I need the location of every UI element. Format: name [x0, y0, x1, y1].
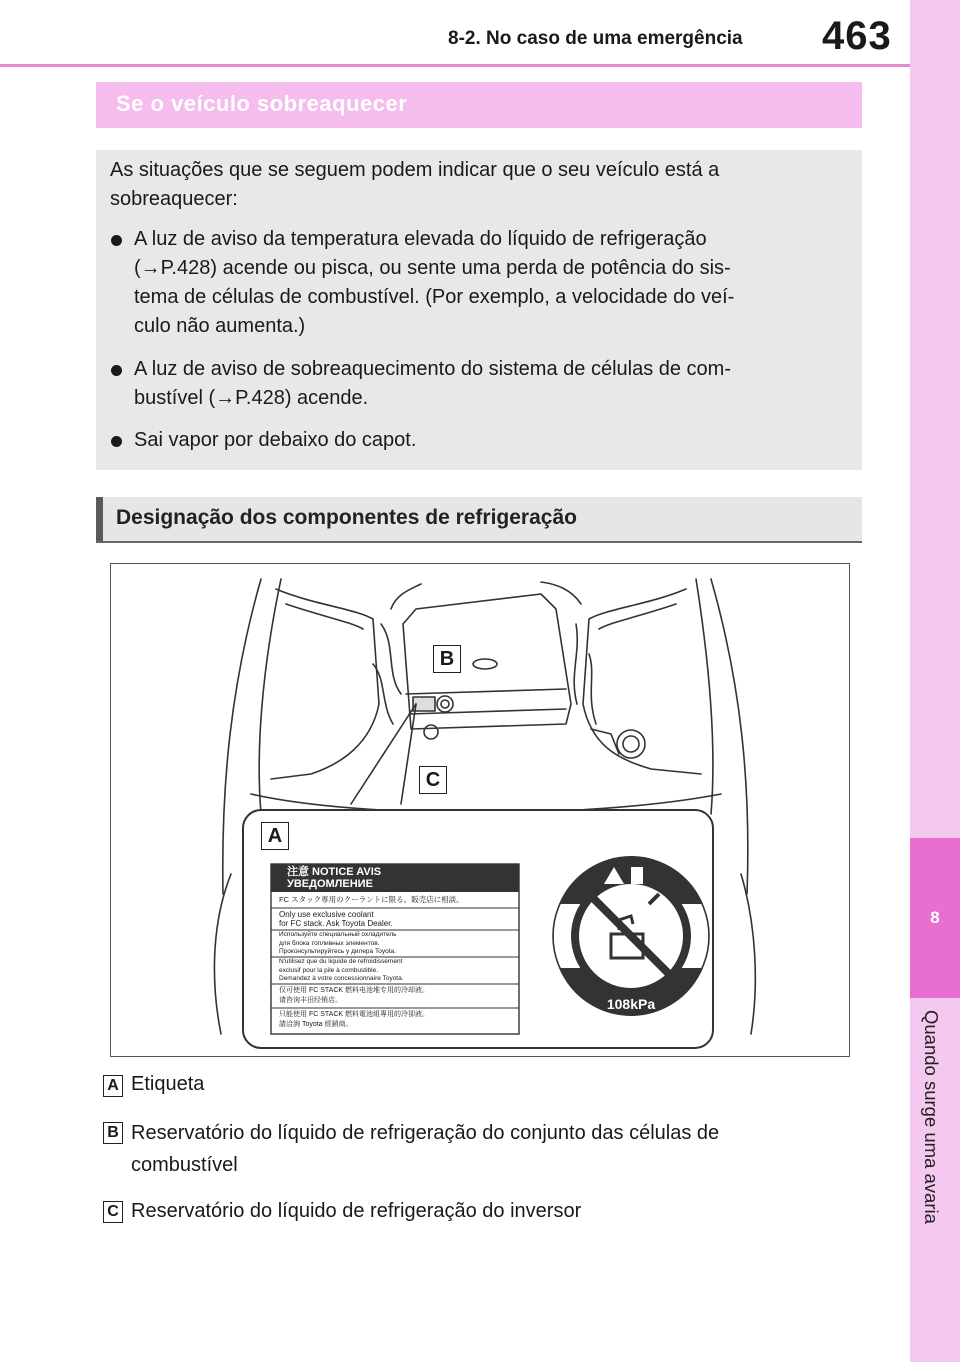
label-cn-traditional-line-2: 請洽詢 Toyota 經銷商。 [279, 1021, 353, 1028]
bullet-2-line-1: A luz de aviso de sobreaquecimento do sistema de células de com- [134, 358, 732, 380]
label-ru-line-2: для блока топливных элементов. [279, 939, 380, 947]
engine-bay-drawing [111, 564, 849, 1056]
bullet-2-line-2: bustível (→P.428) acende. [134, 387, 369, 409]
engine-bay-illustration [110, 563, 850, 1057]
intro-line-2: sobreaquecer: [110, 188, 238, 210]
label-cn-simplified-line-2: 请咨询丰田经销店。 [279, 997, 342, 1004]
label-ru-line-1: Используйте специальный охладитель [279, 931, 397, 938]
label-ru [279, 931, 397, 957]
overheat-info-box [96, 150, 862, 470]
chapter-number: 8 [930, 908, 940, 927]
legend-key-c: C [103, 1201, 123, 1223]
legend-a-text: Etiqueta [131, 1073, 205, 1095]
callout-a: A [261, 822, 289, 850]
legend-c-text: Reservatório do líquido de refrigeração do inversor [131, 1200, 582, 1222]
label-jp: FC スタック専用のクーラントに限る。販売店に相談。 [279, 895, 464, 904]
label-fr-line-3: Demandez à votre concessionnaire Toyota. [279, 975, 404, 982]
label-en-line-2: for FC stack. Ask Toyota Dealer. [279, 919, 393, 928]
intro-line-1: As situações que se seguem podem indicar que o seu veículo está a [110, 159, 720, 181]
label-cn-traditional [279, 1010, 429, 1030]
pressure-rating: 108kPa [606, 996, 656, 1012]
label-cn-traditional-line-1: 只能使用 FC STACK 燃料電池組專用的冷卻液。 [279, 1011, 429, 1018]
heading-components-text: Designação dos componentes de refrigeração [116, 506, 577, 529]
label-en-line-1: Only use exclusive coolant [279, 910, 374, 919]
label-ru-line-3: Проконсультируйтесь у дилера Toyota. [279, 948, 396, 955]
header-divider [0, 64, 910, 67]
bullet-1-line-4: culo não aumenta.) [134, 315, 306, 337]
label-header [287, 866, 381, 890]
bullet-3-line-1: Sai vapor por debaixo do capot. [134, 429, 417, 451]
heading-marker [96, 497, 103, 541]
label-header-line-1: 注意 NOTICE AVIS [287, 866, 382, 878]
legend-b-text-line-1: Reservatório do líquido de refrigeração do conjunto das células de [131, 1122, 720, 1144]
heading-overheat-text: Se o veículo sobreaquecer [116, 91, 408, 116]
legend-b-text-line-2: combustível [131, 1154, 238, 1176]
bullet-icon [111, 365, 122, 376]
legend-key-b: B [103, 1122, 123, 1144]
bullet-1-line-1: A luz de aviso da temperatura elevada do líquido de refrigeração [134, 228, 707, 250]
heading-overheat [96, 82, 862, 128]
chapter-title [921, 1010, 948, 1224]
chapter-title-text: Quando surge uma avaria [921, 1010, 942, 1224]
label-header-line-2: УВЕДОМЛЕНИЕ [287, 878, 373, 890]
label-cn-simplified [279, 986, 429, 1006]
label-fr-line-2: exclusif pour la pile à combustible. [279, 966, 378, 974]
heading-components [96, 497, 862, 543]
legend-key-a: A [103, 1075, 123, 1097]
callout-b: B [433, 645, 461, 673]
label-cn-simplified-line-1: 仅可使用 FC STACK 燃料电池堆专用的冷却液。 [279, 987, 429, 994]
bullet-icon [111, 436, 122, 447]
label-en [279, 910, 393, 928]
section-title: 8-2. No caso de uma emergência [448, 28, 743, 49]
bullet-icon [111, 235, 122, 246]
label-fr-line-1: N'utilisez que du liquide de refroidissement [279, 958, 403, 965]
callout-c: C [419, 766, 447, 794]
bullet-1-line-2: (→P.428) acende ou pisca, ou sente uma perda de potência do sis- [134, 257, 731, 279]
page-number: 463 [822, 14, 892, 58]
label-fr [279, 958, 404, 984]
bullet-1-line-3: tema de células de combustível. (Por exemplo, a velocidade do veí- [134, 286, 735, 308]
chapter-tab[interactable] [910, 838, 960, 998]
